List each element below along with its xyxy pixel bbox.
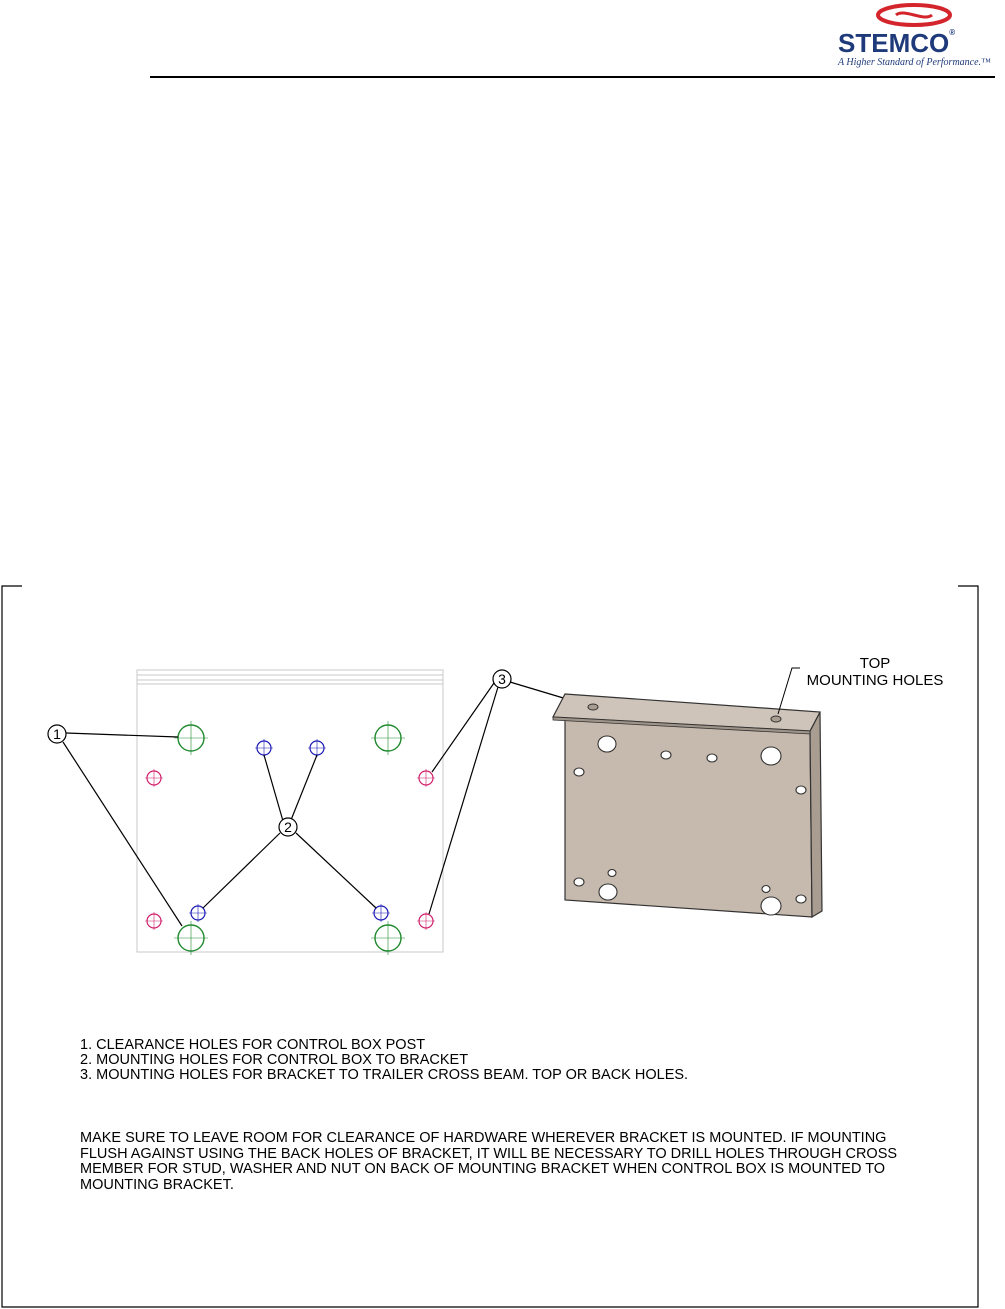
caution-line: MOUNTING BRACKET. — [80, 1176, 234, 1193]
frame-left-border — [2, 586, 978, 1307]
brand-tagline: A Higher Standard of Performance.™ — [838, 57, 991, 68]
top-label-line2: MOUNTING HOLES — [806, 672, 944, 689]
clearance-holes — [174, 721, 405, 955]
caution-line: MEMBER FOR STUD, WASHER AND NUT ON BACK OF MOUNTING BRACKET WHEN CONTROL BOX IS MOUNTED TO — [80, 1161, 886, 1178]
callout-1-number: 1 — [53, 726, 61, 742]
bracket-hole — [145, 769, 163, 787]
clearance-hole — [371, 721, 405, 755]
leader-lines — [63, 682, 590, 926]
top-holes-leader — [778, 668, 800, 714]
control-box-hole — [308, 739, 326, 757]
control-box-hole — [255, 739, 273, 757]
callout-2 — [279, 818, 297, 836]
clearance-hole — [174, 721, 208, 755]
note-item: 2. MOUNTING HOLES FOR CONTROL BOX TO BRACKET — [80, 1052, 469, 1068]
bracket-hole — [417, 912, 435, 930]
brand-name: STEMCO® — [838, 28, 956, 58]
clearance-caution-text — [80, 1131, 960, 1193]
top-label-line1: TOP — [859, 655, 891, 672]
front-view-plate — [137, 670, 443, 952]
bracket-3d-view — [553, 694, 822, 917]
hole-legend-notes — [80, 1038, 688, 1083]
callout-2-number: 2 — [284, 819, 292, 835]
note-item: 1. CLEARANCE HOLES FOR CONTROL BOX POST — [80, 1037, 426, 1053]
callout-1 — [48, 725, 66, 743]
bracket-hole — [145, 912, 163, 930]
clearance-hole — [371, 921, 405, 955]
callout-3-number: 3 — [498, 671, 506, 687]
caution-line: MAKE SURE TO LEAVE ROOM FOR CLEARANCE OF HARDWARE WHEREVER BRACKET IS MOUNTED. IF MOUNTING — [80, 1130, 887, 1146]
clearance-hole — [174, 921, 208, 955]
bracket-holes — [145, 769, 435, 930]
callout-3 — [493, 670, 511, 688]
top-mounting-holes-label — [800, 655, 950, 689]
note-item: 3. MOUNTING HOLES FOR BRACKET TO TRAILER CROSS BEAM. TOP OR BACK HOLES. — [80, 1067, 689, 1083]
caution-line: FLUSH AGAINST USING THE BACK HOLES OF BRACKET, IT WILL BE NECESSARY TO DRILL HOLES THROUGH CROSS — [80, 1145, 898, 1162]
